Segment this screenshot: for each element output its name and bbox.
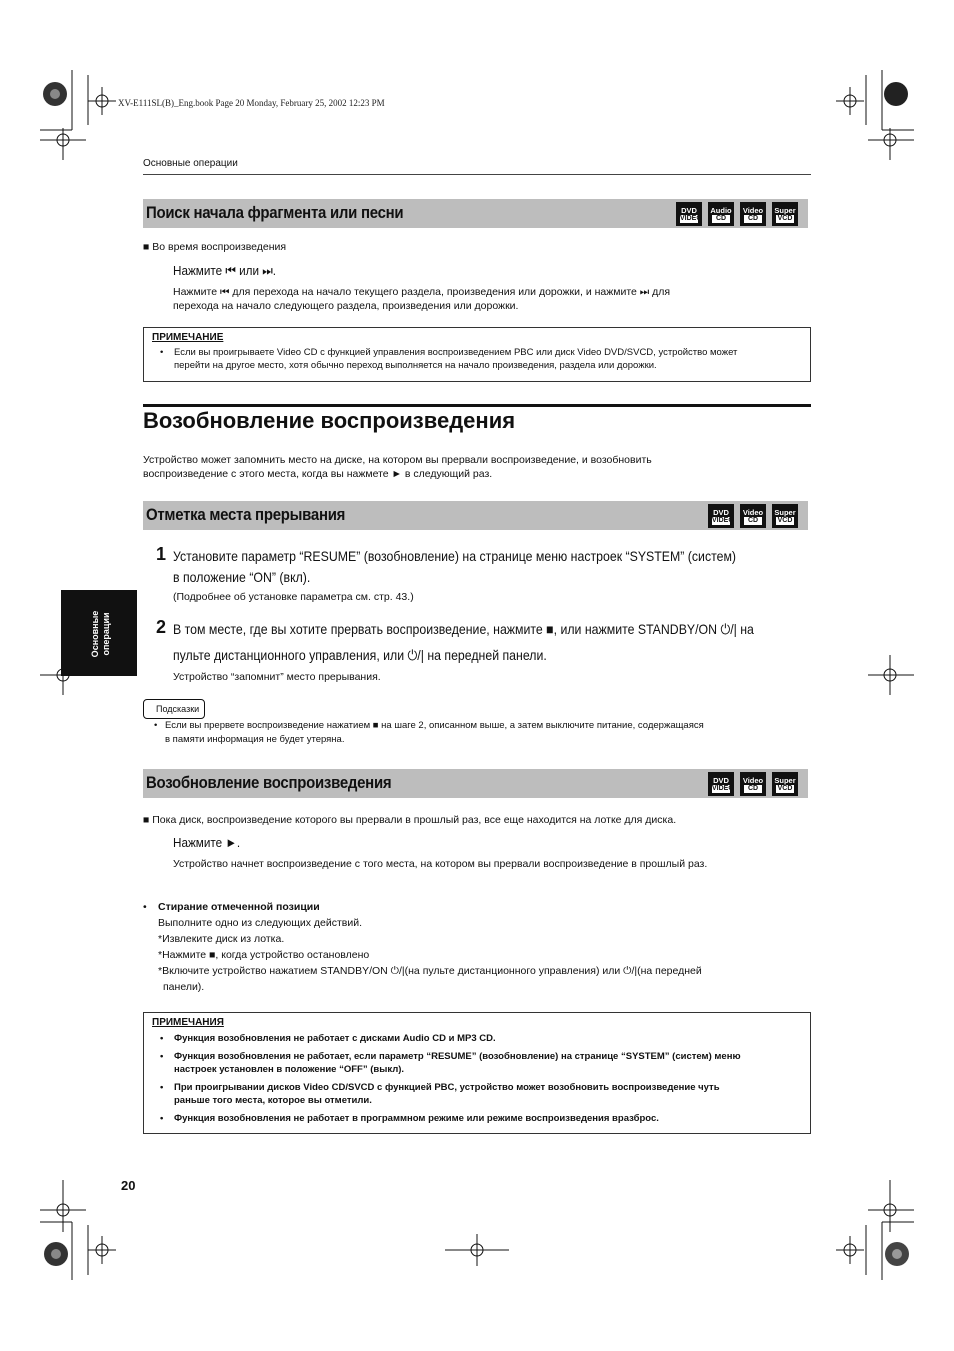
hint-text: • Если вы прервете воспроизведение нажатием ■ на шаге 2, описанном выше, а затем выключите питание, содержащаяся в памяти информация не будет утеряна. — [154, 720, 704, 745]
video-cd-badge: Video CD — [740, 504, 766, 528]
step-number: 1 — [156, 544, 167, 564]
intro-line: воспроизведение с этого места, когда вы нажмете ► в следующий раз. — [143, 468, 493, 480]
dvd-video-badge: DVD VIDEO — [676, 202, 702, 226]
condition-text: ■ Во время воспроизведения — [143, 241, 287, 253]
running-head: Основные операции — [143, 158, 238, 169]
video-cd-badge: Video CD — [740, 202, 766, 226]
clear-line: панели). — [163, 981, 205, 993]
video-cd-badge: Video CD — [740, 772, 766, 796]
print-header: XV-E111SL(B)_Eng.book Page 20 Monday, February 25, 2002 12:23 PM — [118, 98, 385, 108]
step-text: в положение “ON” (вкл). — [173, 569, 311, 585]
section-bar-search — [143, 199, 808, 228]
instruction-text: Нажмите ⏮ или ⏭. — [173, 263, 277, 278]
step-subtext: Устройство “запомнит” место прерывания. — [173, 671, 381, 683]
page-number: 20 — [121, 1178, 136, 1193]
hint-label: Подсказки — [156, 704, 200, 714]
header-rule — [143, 174, 811, 175]
step-text: пульте дистанционного управления, или ⏻/| на передней панели. — [173, 647, 547, 663]
note-title: ПРИМЕЧАНИЕ — [152, 332, 224, 343]
disc-badges — [708, 772, 798, 796]
section-bar-resume — [143, 769, 808, 798]
heading-rule — [143, 404, 811, 407]
notes-box — [143, 1012, 811, 1134]
step-subtext: (Подробнее об установке параметра см. стр. 43.) — [173, 591, 414, 603]
side-tab-label: Основные операции — [90, 610, 111, 658]
section-title: Поиск начала фрагмента или песни — [146, 203, 404, 222]
section-title: Отметка места прерывания — [146, 505, 346, 524]
note-item: • Функция возобновления не работает с дисками Audio CD и MP3 CD. — [152, 1032, 802, 1045]
page-title: Возобновление воспроизведения — [143, 408, 516, 433]
body-line: перехода на начало следующего раздела, произведения или дорожки. — [173, 300, 519, 312]
side-tab — [61, 590, 137, 676]
note-item: • Функция возобновления не работает, если параметр “RESUME” (возобновление) на странице “SYSTEM” (систем) меню настроек установлен в положение “OFF” (выкл). — [152, 1050, 802, 1076]
audio-cd-badge: Audio CD — [708, 202, 734, 226]
instruction-text: Нажмите ►. — [173, 835, 241, 850]
disc-badges — [708, 504, 798, 528]
body-text: Устройство начнет воспроизведение с того места, на котором вы прервали воспроизведение в прошлый раз. — [173, 858, 708, 870]
clear-line: *Извлеките диск из лотка. — [158, 933, 285, 945]
super-vcd-badge: Super VCD — [772, 202, 798, 226]
clear-line: *Включите устройство нажатием STANDBY/ON ⏻/|(на пульте дистанционного управления) или ⏻/|(на передней — [158, 965, 702, 977]
step-number: 2 — [156, 617, 167, 637]
dvd-video-badge: DVD VIDEO — [708, 504, 734, 528]
body-line: Нажмите ⏮ для перехода на начало текущего раздела, произведения или дорожки, и нажмите ⏭ для — [173, 286, 671, 298]
super-vcd-badge: Super VCD — [772, 772, 798, 796]
note-item: • Если вы проигрываете Video CD с функцией управления воспроизведением PBC или диск Video DVD/SVCD, устройство может перейти на другое место, хотя обычно переход выполняется на начало произведения, раздела или дорожки. — [152, 346, 802, 372]
step-text: Установите параметр “RESUME” (возобновление) на странице меню настроек “SYSTEM” (систем) — [173, 548, 737, 564]
step-text: В том месте, где вы хотите прервать воспроизведение, нажмите ■, или нажмите STANDBY/ON ⏻/| на — [173, 621, 754, 637]
clear-title: Стирание отмеченной позиции — [158, 901, 320, 913]
condition-text: ■ Пока диск, воспроизведение которого вы прервали в прошлый раз, все еще находится на лотке для диска. — [143, 814, 677, 826]
clear-line: *Нажмите ■, когда устройство остановлено — [158, 949, 370, 961]
intro-line: Устройство может запомнить место на диске, на котором вы прервали воспроизведение, и возобновить — [143, 454, 652, 466]
super-vcd-badge: Super VCD — [772, 504, 798, 528]
dvd-video-badge: DVD VIDEO — [708, 772, 734, 796]
note-box — [143, 327, 811, 382]
notes-title: ПРИМЕЧАНИЯ — [152, 1017, 224, 1028]
hint-icon — [143, 699, 205, 719]
section-title: Возобновление воспроизведения — [146, 773, 392, 792]
clear-position-block: • Стирание отмеченной позиции Выполните одно из следующих действий. *Извлеките диск из лотка. *Нажмите ■, когда устройство остановлено *Включите устройство нажатием STANDBY/ON ⏻/|(на пульте дистанционного управления) или ⏻/|(на передней панели). — [143, 901, 702, 993]
section-bar-mark — [143, 501, 808, 530]
note-item: • При проигрывании дисков Video CD/SVCD с функцией PBC, устройство может возобновить воспроизведение чуть раньше того места, которое вы отметили. — [152, 1081, 802, 1107]
disc-badges — [676, 202, 798, 226]
clear-line: Выполните одно из следующих действий. — [158, 917, 362, 929]
note-item: • Функция возобновления не работает в программном режиме или режиме воспроизведения вразброс. — [152, 1112, 802, 1125]
